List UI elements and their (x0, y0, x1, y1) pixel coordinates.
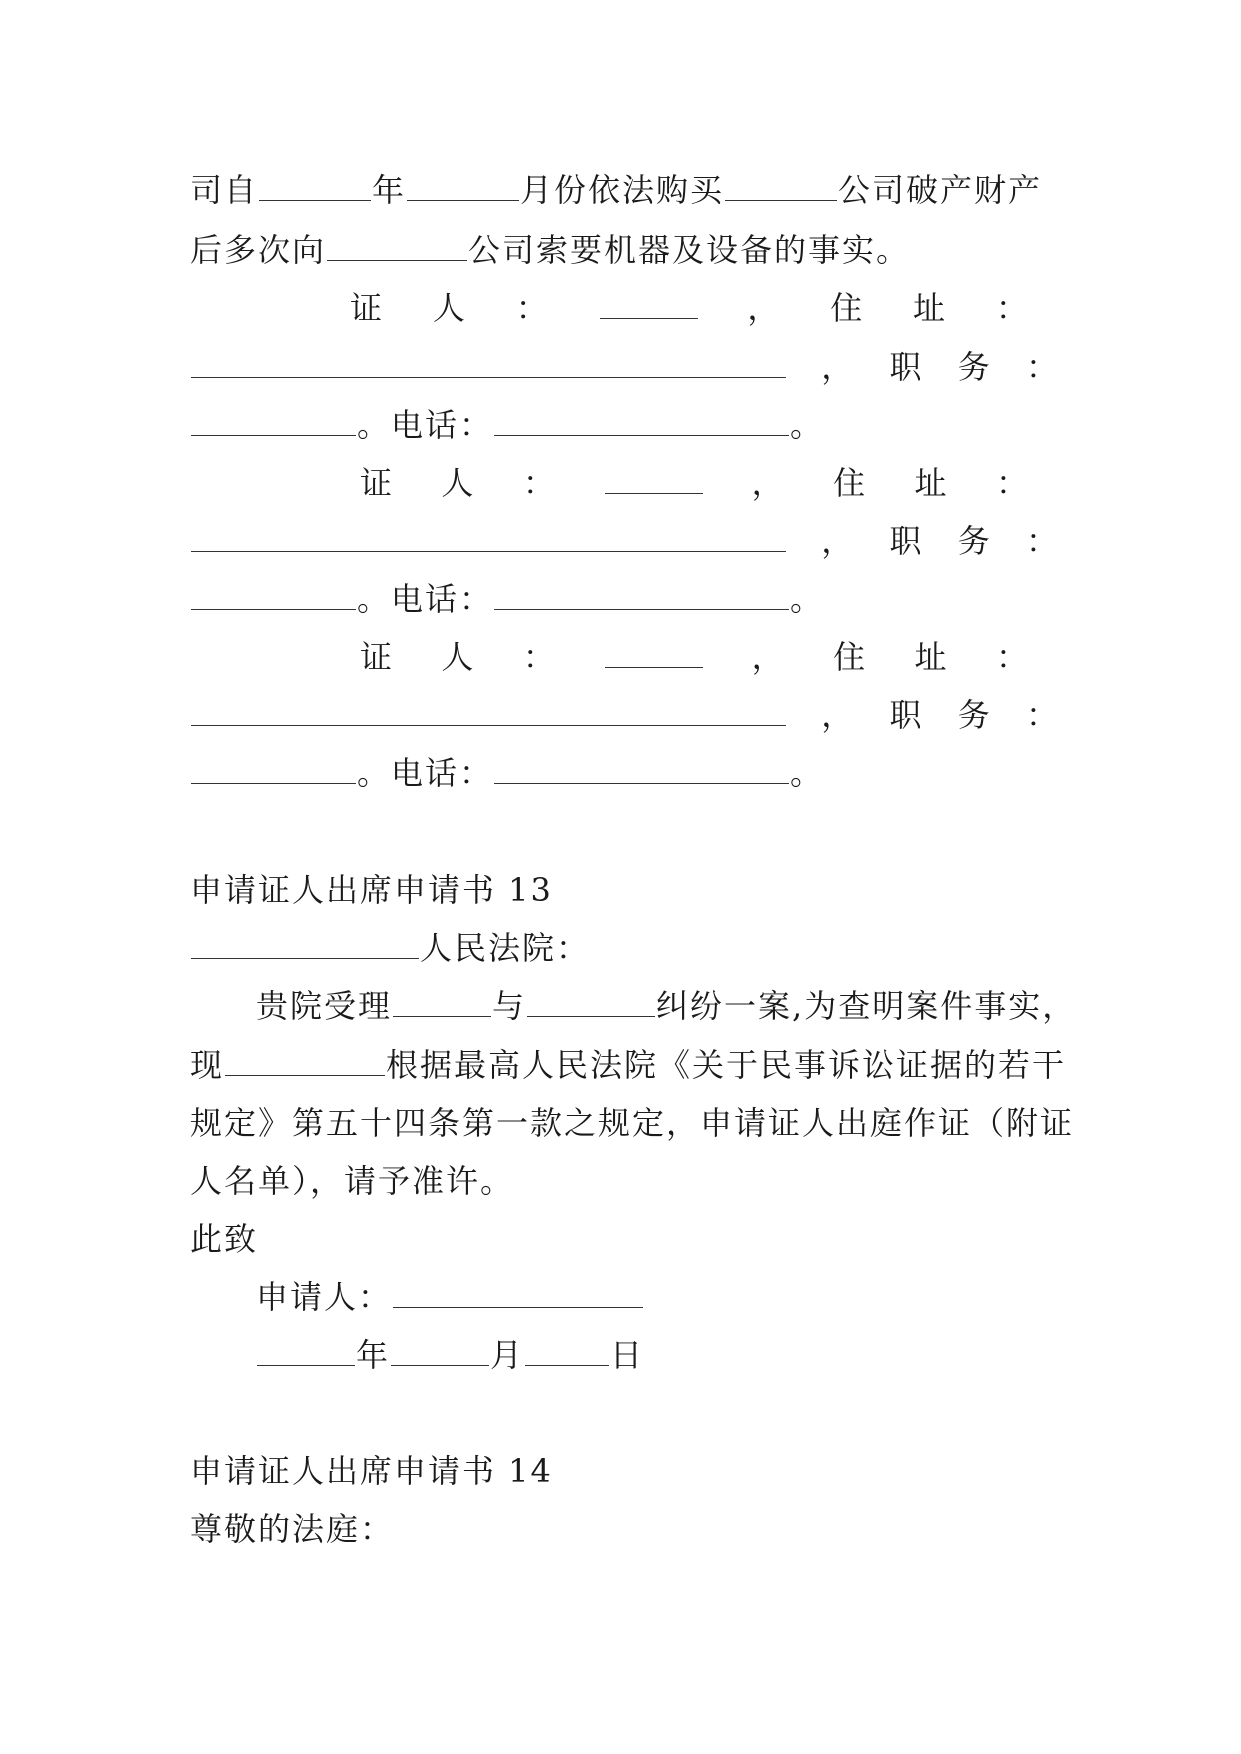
text-segment: 司自 (190, 171, 259, 209)
label-duty-b: 务 (957, 522, 992, 560)
label-zheng: 证 (360, 464, 395, 502)
blank-day (525, 1364, 609, 1366)
blank-year (257, 1364, 355, 1366)
comma: ， (821, 696, 856, 734)
blank-phone (494, 782, 789, 784)
blank-party-b (527, 1015, 655, 1017)
colon: ： (522, 638, 557, 676)
body-line-3: 规定》第五十四条第一款之规定，申请证人出庭作证（附证 (190, 1104, 1075, 1142)
witness-line-1 (360, 458, 1030, 504)
colon: ： (522, 464, 557, 502)
colon: ： (1025, 696, 1060, 734)
comma: ， (821, 348, 856, 386)
section-title: 申请证人出席申请书 13 (190, 871, 553, 909)
witness-line-1 (360, 632, 1030, 678)
label-zhi: 址 (914, 638, 949, 676)
fact-line-1 (190, 165, 1060, 211)
applicant-line (256, 1272, 1126, 1318)
comma: ， (751, 464, 786, 502)
section-title: 申请证人出席申请书 14 (190, 1452, 553, 1490)
blank-company (725, 199, 837, 201)
label-duty-b: 务 (957, 696, 992, 734)
period: 。 (790, 754, 825, 792)
label-zheng: 证 (350, 289, 385, 327)
blank-duty (191, 608, 356, 610)
phone-label: 电话： (391, 754, 494, 792)
blank-year (259, 199, 371, 201)
blank-month (391, 1364, 489, 1366)
witness-line-3 (190, 748, 1060, 794)
colon: ： (995, 464, 1030, 502)
comma: ， (751, 638, 786, 676)
blank-duty (191, 434, 356, 436)
date-line (256, 1330, 1126, 1376)
text-segment: 现 (190, 1046, 225, 1084)
comma: ， (747, 289, 782, 327)
phone-label: 电话： (391, 406, 494, 444)
label-ren: 人 (441, 638, 476, 676)
blank-witness-name (605, 492, 703, 494)
text-segment: 贵院受理 (256, 987, 393, 1025)
blank-party-a (393, 1015, 491, 1017)
text-segment: 月份依法购买 (520, 171, 725, 209)
blank-phone (494, 608, 789, 610)
label-zhi: 址 (914, 464, 949, 502)
fact-line-2 (190, 225, 1060, 271)
blank-month (407, 199, 519, 201)
blank-witness-name (600, 317, 698, 319)
blank-applicant (225, 1074, 385, 1076)
body-line-4: 人名单），请予准许。 (190, 1162, 515, 1200)
colon: ： (1025, 522, 1060, 560)
colon: ： (995, 638, 1030, 676)
label-ren: 人 (432, 289, 467, 327)
colon: ： (515, 289, 550, 327)
phone-label: 电话： (391, 580, 494, 618)
witness-line-2 (190, 342, 1060, 388)
label-zhi: 址 (913, 289, 948, 327)
court-line (190, 923, 1060, 969)
text-segment: 公司索要机器及设备的事实。 (468, 231, 911, 269)
text-segment: 年 (372, 171, 407, 209)
date-year-label: 年 (356, 1336, 391, 1374)
period: 。 (790, 580, 825, 618)
witness-line-2 (190, 516, 1060, 562)
blank-applicant-name (393, 1306, 643, 1308)
label-zhu: 住 (830, 289, 865, 327)
label-zhu: 住 (833, 638, 868, 676)
body-line-2 (190, 1040, 1067, 1086)
text-segment: 与 (492, 987, 527, 1025)
blank-witness-name (605, 666, 703, 668)
date-month-label: 月 (490, 1336, 525, 1374)
date-day-label: 日 (610, 1336, 645, 1374)
label-zheng: 证 (360, 638, 395, 676)
blank-company (327, 259, 467, 261)
text-segment: 后多次向 (190, 231, 327, 269)
blank-court (191, 957, 419, 959)
blank-duty (191, 782, 356, 784)
blank-phone (494, 434, 789, 436)
applicant-label: 申请人： (256, 1278, 393, 1316)
colon: ： (1025, 348, 1060, 386)
colon: ： (995, 289, 1030, 327)
label-duty-a: 职 (889, 348, 924, 386)
witness-line-3 (190, 574, 1060, 620)
text-segment: 根据最高人民法院《关于民事诉讼证据的若干 (386, 1046, 1067, 1084)
closing: 此致 (190, 1220, 259, 1258)
label-zhu: 住 (833, 464, 868, 502)
witness-line-2 (190, 690, 1060, 736)
period: 。 (357, 580, 392, 618)
period: 。 (357, 754, 392, 792)
blank-address (191, 724, 786, 726)
label-duty-b: 务 (957, 348, 992, 386)
blank-address (191, 376, 786, 378)
label-duty-a: 职 (889, 522, 924, 560)
period: 。 (790, 406, 825, 444)
label-ren: 人 (441, 464, 476, 502)
court-suffix: 人民法院： (420, 929, 591, 967)
text-segment: 公司破产财产 (838, 171, 1043, 209)
body-line-1 (256, 981, 1126, 1027)
label-duty-a: 职 (889, 696, 924, 734)
comma: ， (821, 522, 856, 560)
witness-line-1 (350, 283, 1030, 329)
text-segment: 纠纷一案,为查明案件事实， (656, 987, 1077, 1025)
salutation: 尊敬的法庭： (190, 1510, 395, 1548)
period: 。 (357, 406, 392, 444)
blank-address (191, 550, 786, 552)
witness-line-3 (190, 400, 1060, 446)
